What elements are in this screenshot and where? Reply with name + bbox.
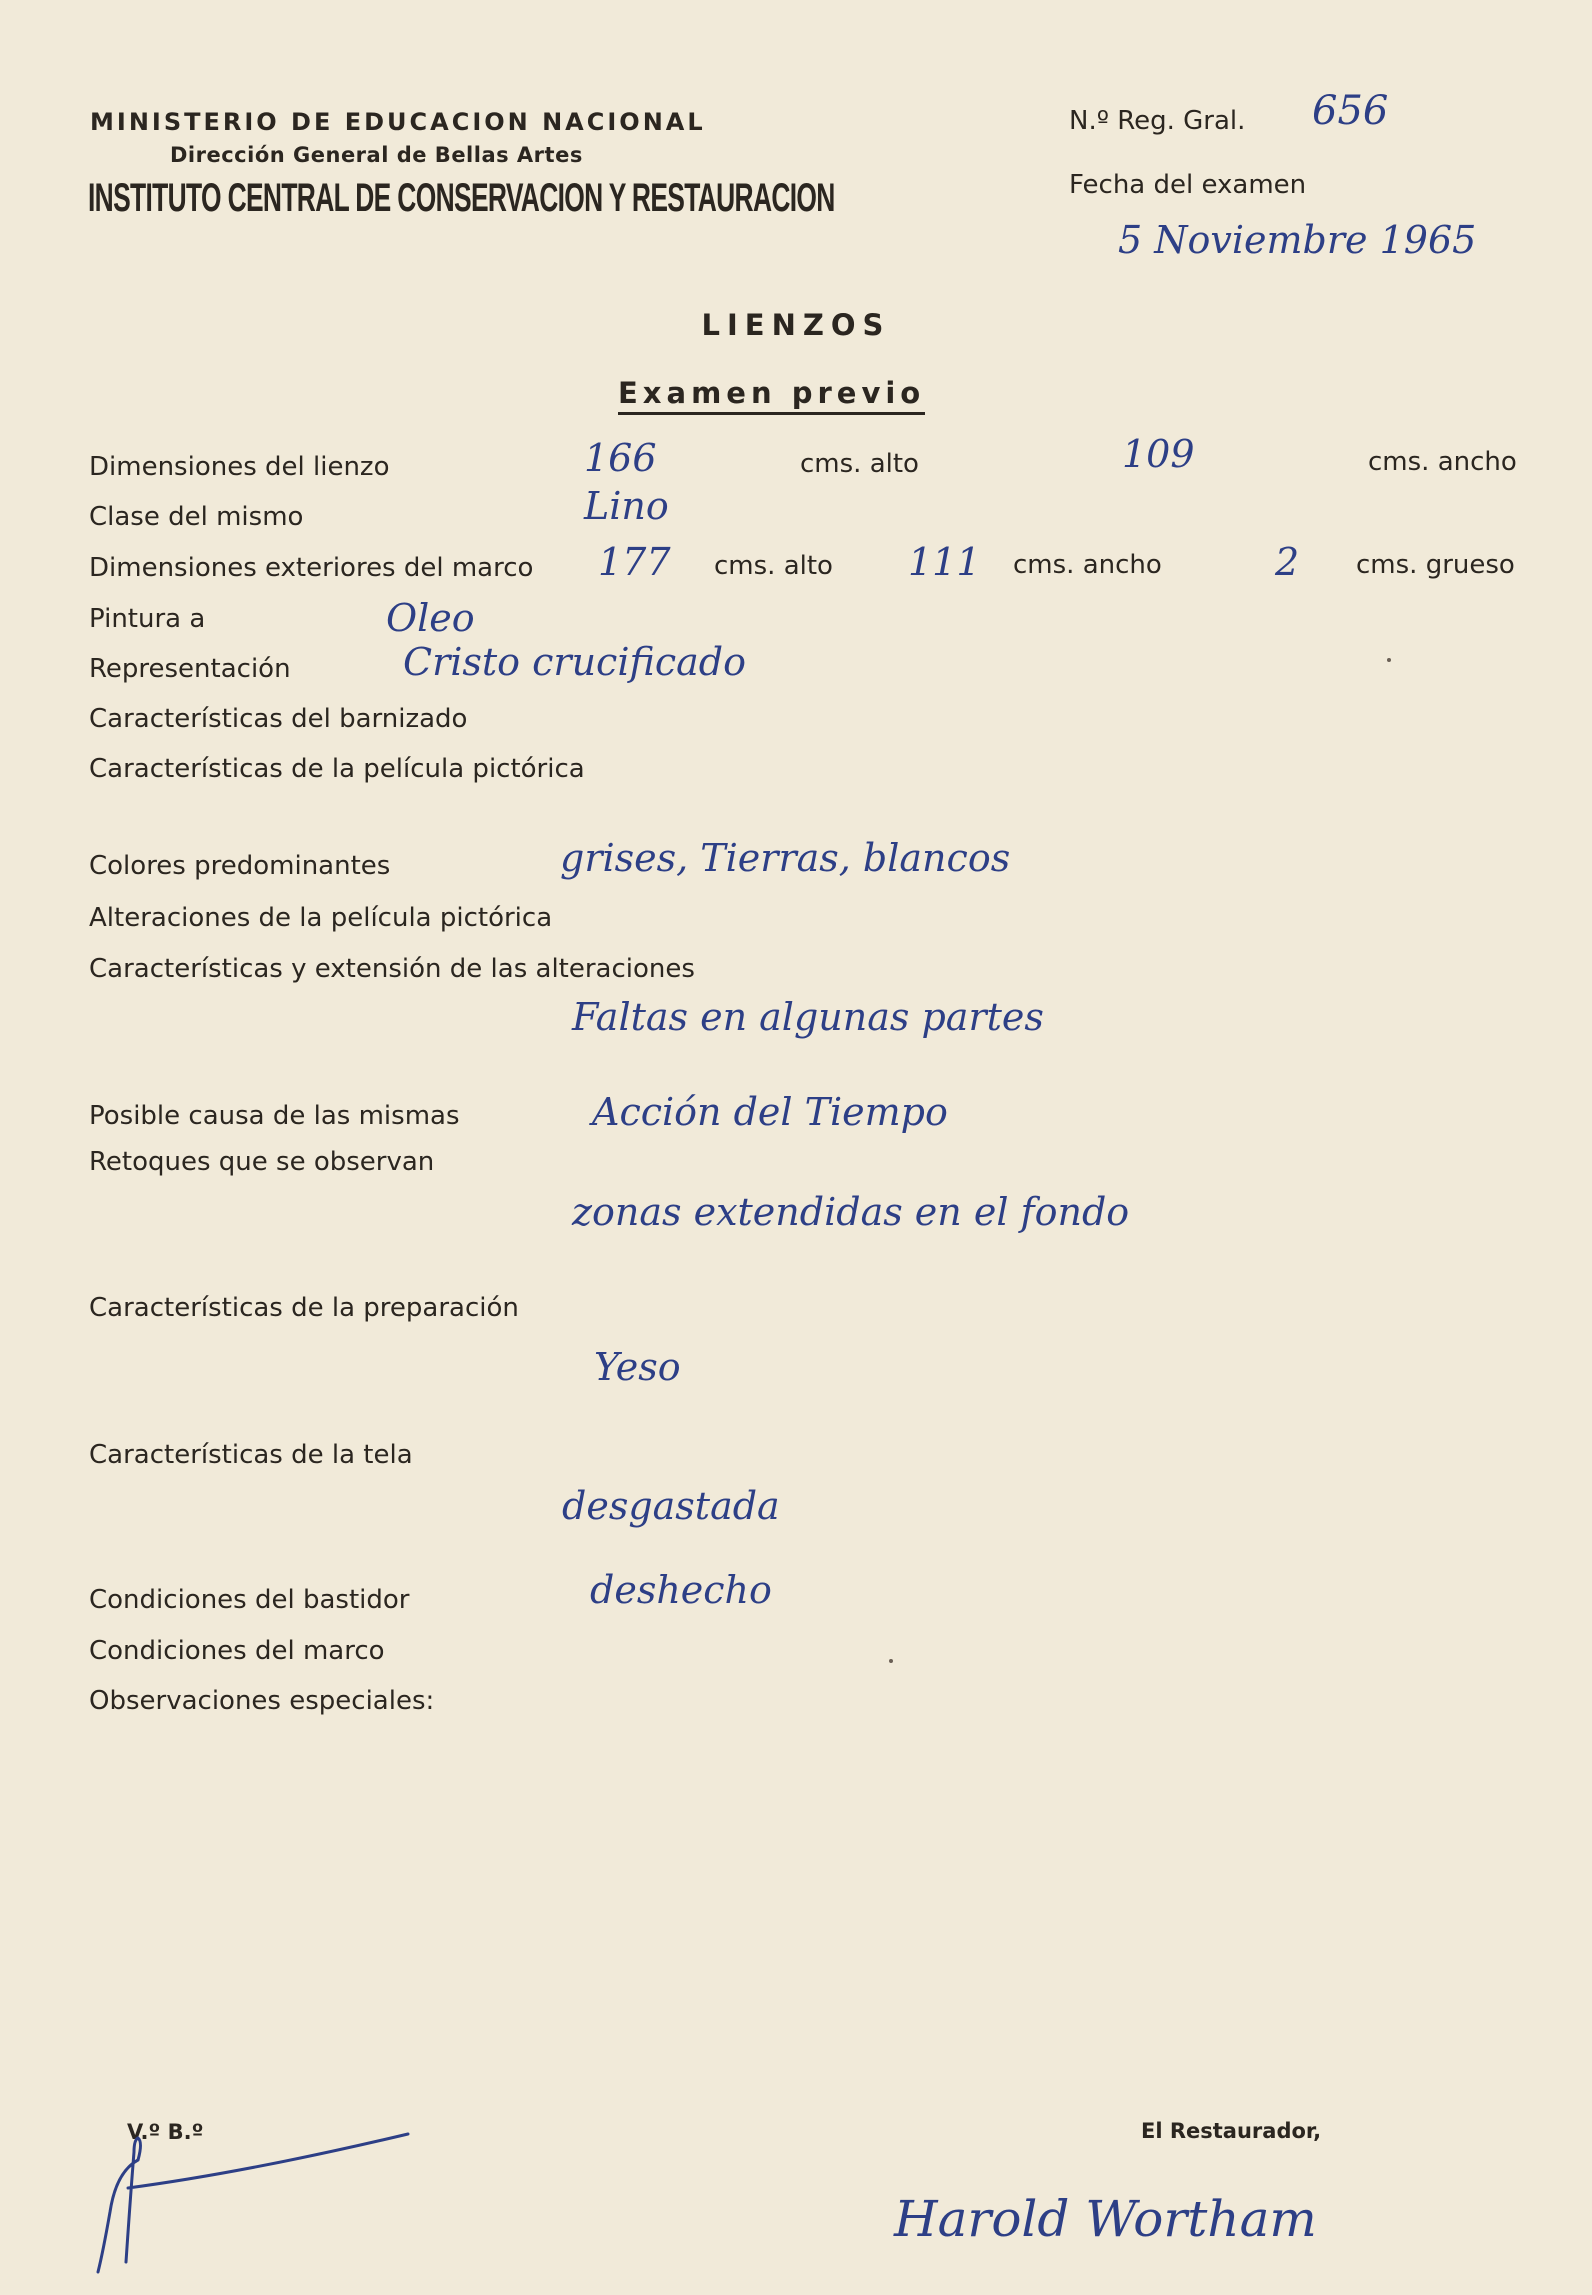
ink-dot xyxy=(889,1659,893,1663)
dimensiones-marco-ancho-unit: cms. ancho xyxy=(1013,550,1162,580)
ministry-heading: MINISTERIO DE EDUCACION NACIONAL xyxy=(90,108,706,136)
barnizado-label: Características del barnizado xyxy=(89,704,468,734)
ink-dot xyxy=(1387,658,1391,662)
dimensiones-marco-label: Dimensiones exteriores del marco xyxy=(89,553,534,583)
pelicula-label: Características de la película pictórica xyxy=(89,754,585,784)
vb-label: V.º B.º xyxy=(127,2120,204,2144)
retoques-label: Retoques que se observan xyxy=(89,1147,435,1177)
representacion-label: Representación xyxy=(89,654,291,684)
tela-label: Características de la tela xyxy=(89,1440,413,1470)
dimensiones-marco-grueso-unit: cms. grueso xyxy=(1356,550,1515,580)
observaciones-label: Observaciones especiales: xyxy=(89,1686,435,1716)
colores-value: grises, Tierras, blancos xyxy=(560,836,1011,880)
dimensiones-lienzo-ancho-unit: cms. ancho xyxy=(1368,447,1517,477)
retoques-value: zonas extendidas en el fondo xyxy=(572,1190,1130,1234)
preparacion-value: Yeso xyxy=(594,1345,681,1389)
extension-value: Faltas en algunas partes xyxy=(572,995,1044,1039)
bastidor-label: Condiciones del bastidor xyxy=(89,1585,410,1615)
pintura-label: Pintura a xyxy=(89,604,206,634)
pintura-value: Oleo xyxy=(386,596,475,640)
causa-label: Posible causa de las mismas xyxy=(89,1101,460,1131)
extension-label: Características y extensión de las alteraciones xyxy=(89,954,695,984)
fecha-label: Fecha del examen xyxy=(1069,170,1307,200)
dimensiones-lienzo-alto: 166 xyxy=(584,436,657,480)
instituto-heading: INSTITUTO CENTRAL DE CONSERVACION Y RESTAURACION xyxy=(88,176,835,220)
dimensiones-lienzo-label: Dimensiones del lienzo xyxy=(89,452,390,482)
colores-label: Colores predominantes xyxy=(89,851,391,881)
dimensiones-marco-grueso: 2 xyxy=(1275,540,1300,584)
representacion-value: Cristo crucificado xyxy=(403,640,746,684)
clase-label: Clase del mismo xyxy=(89,502,304,532)
dimensiones-lienzo-ancho: 109 xyxy=(1122,432,1195,476)
reg-label: N.º Reg. Gral. xyxy=(1069,106,1246,136)
restaurador-signature: Harold Wortham xyxy=(894,2190,1317,2248)
bastidor-value: deshecho xyxy=(590,1568,772,1612)
vb-signature xyxy=(88,2112,428,2282)
clase-value: Lino xyxy=(584,484,669,528)
marco-label: Condiciones del marco xyxy=(89,1636,385,1666)
dimensiones-marco-ancho: 111 xyxy=(908,540,981,584)
alteraciones-label: Alteraciones de la película pictórica xyxy=(89,903,553,933)
preparacion-label: Características de la preparación xyxy=(89,1293,519,1323)
dimensiones-marco-alto-unit: cms. alto xyxy=(714,551,833,581)
causa-value: Acción del Tiempo xyxy=(592,1090,948,1134)
restaurador-label: El Restaurador, xyxy=(1141,2119,1322,2143)
fecha-value: 5 Noviembre 1965 xyxy=(1118,218,1477,262)
dimensiones-lienzo-alto-unit: cms. alto xyxy=(800,449,919,479)
direccion-heading: Dirección General de Bellas Artes xyxy=(170,143,583,167)
tela-value: desgastada xyxy=(562,1484,780,1528)
form-title: LIENZOS xyxy=(701,308,891,342)
form-subtitle: Examen previo xyxy=(618,376,925,415)
dimensiones-marco-alto: 177 xyxy=(598,540,671,584)
reg-value: 656 xyxy=(1312,88,1389,134)
